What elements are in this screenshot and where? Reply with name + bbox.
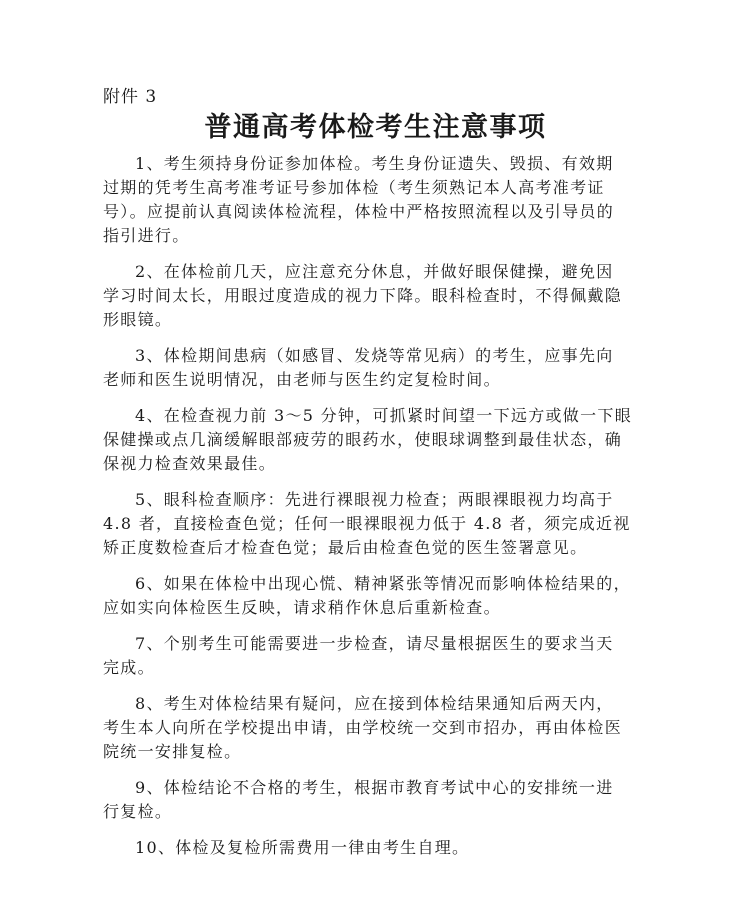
notice-line: 指引进行。: [103, 226, 190, 245]
document-title: 普通高考体检考生注意事项: [204, 112, 547, 143]
notice-item-5: [103, 488, 633, 560]
notice-line: 保健操或点几滴缓解眼部疲劳的眼药水，使眼球调整到最佳状态，确: [103, 430, 623, 449]
notice-line: 考生本人向所在学校提出申请，由学校统一交到市招办，再由体检医: [103, 718, 623, 737]
notice-line: 号）。应提前认真阅读体检流程，体检中严格按照流程以及引导员的: [103, 202, 615, 221]
notice-item-6: [103, 572, 633, 620]
notice-line: 院统一安排复检。: [103, 742, 242, 761]
notice-line: 10、体检及复检所需费用一律由考生自理。: [135, 838, 470, 857]
notice-line: 学习时间太长，用眼过度造成的视力下降。眼科检查时，不得佩戴隐: [103, 286, 623, 305]
notice-item-9: [103, 776, 633, 824]
notice-item-4: [103, 404, 633, 476]
notice-list: [103, 152, 633, 872]
notice-line: 完成。: [103, 658, 155, 677]
notice-line: 9、体检结论不合格的考生，根据市教育考试中心的安排统一进: [135, 778, 614, 797]
notice-line: 过期的凭考生高考准考证号参加体检（考生须熟记本人高考准考证: [103, 178, 605, 197]
notice-line: 矫正度数检查后才检查色觉；最后由检查色觉的医生签署意见。: [103, 538, 588, 557]
notice-item-3: [103, 344, 633, 392]
notice-line: 行复检。: [103, 802, 173, 821]
notice-item-10: [103, 836, 633, 860]
notice-line: 保视力检查效果最佳。: [103, 454, 277, 473]
notice-line: 1、考生须持身份证参加体检。考生身份证遗失、毁损、有效期: [135, 154, 614, 173]
attachment-label: 附件 3: [103, 87, 158, 107]
notice-line: 形眼镜。: [103, 310, 173, 329]
notice-line: 应如实向体检医生反映，请求稍作休息后重新检查。: [103, 598, 501, 617]
notice-item-7: [103, 632, 633, 680]
notice-line: 4.8 者，直接检查色觉；任何一眼裸眼视力低于 4.8 者，须完成近视: [103, 514, 631, 533]
notice-item-8: [103, 692, 633, 764]
notice-line: 老师和医生说明情况，由老师与医生约定复检时间。: [103, 370, 501, 389]
notice-line: 8、考生对体检结果有疑问，应在接到体检结果通知后两天内，: [135, 694, 614, 713]
notice-line: 6、如果在体检中出现心慌、精神紧张等情况而影响体检结果的，: [135, 574, 631, 593]
notice-line: 2、在体检前几天，应注意充分休息，并做好眼保健操，避免因: [135, 262, 614, 281]
notice-line: 3、体检期间患病（如感冒、发烧等常见病）的考生，应事先向: [135, 346, 614, 365]
notice-item-2: [103, 260, 633, 332]
notice-line: 7、个别考生可能需要进一步检查，请尽量根据医生的要求当天: [135, 634, 614, 653]
notice-line: 4、在检查视力前 3～5 分钟，可抓紧时间望一下远方或做一下眼: [135, 406, 633, 425]
notice-line: 5、眼科检查顺序：先进行裸眼视力检查；两眼裸眼视力均高于: [135, 490, 614, 509]
notice-item-1: [103, 152, 633, 248]
